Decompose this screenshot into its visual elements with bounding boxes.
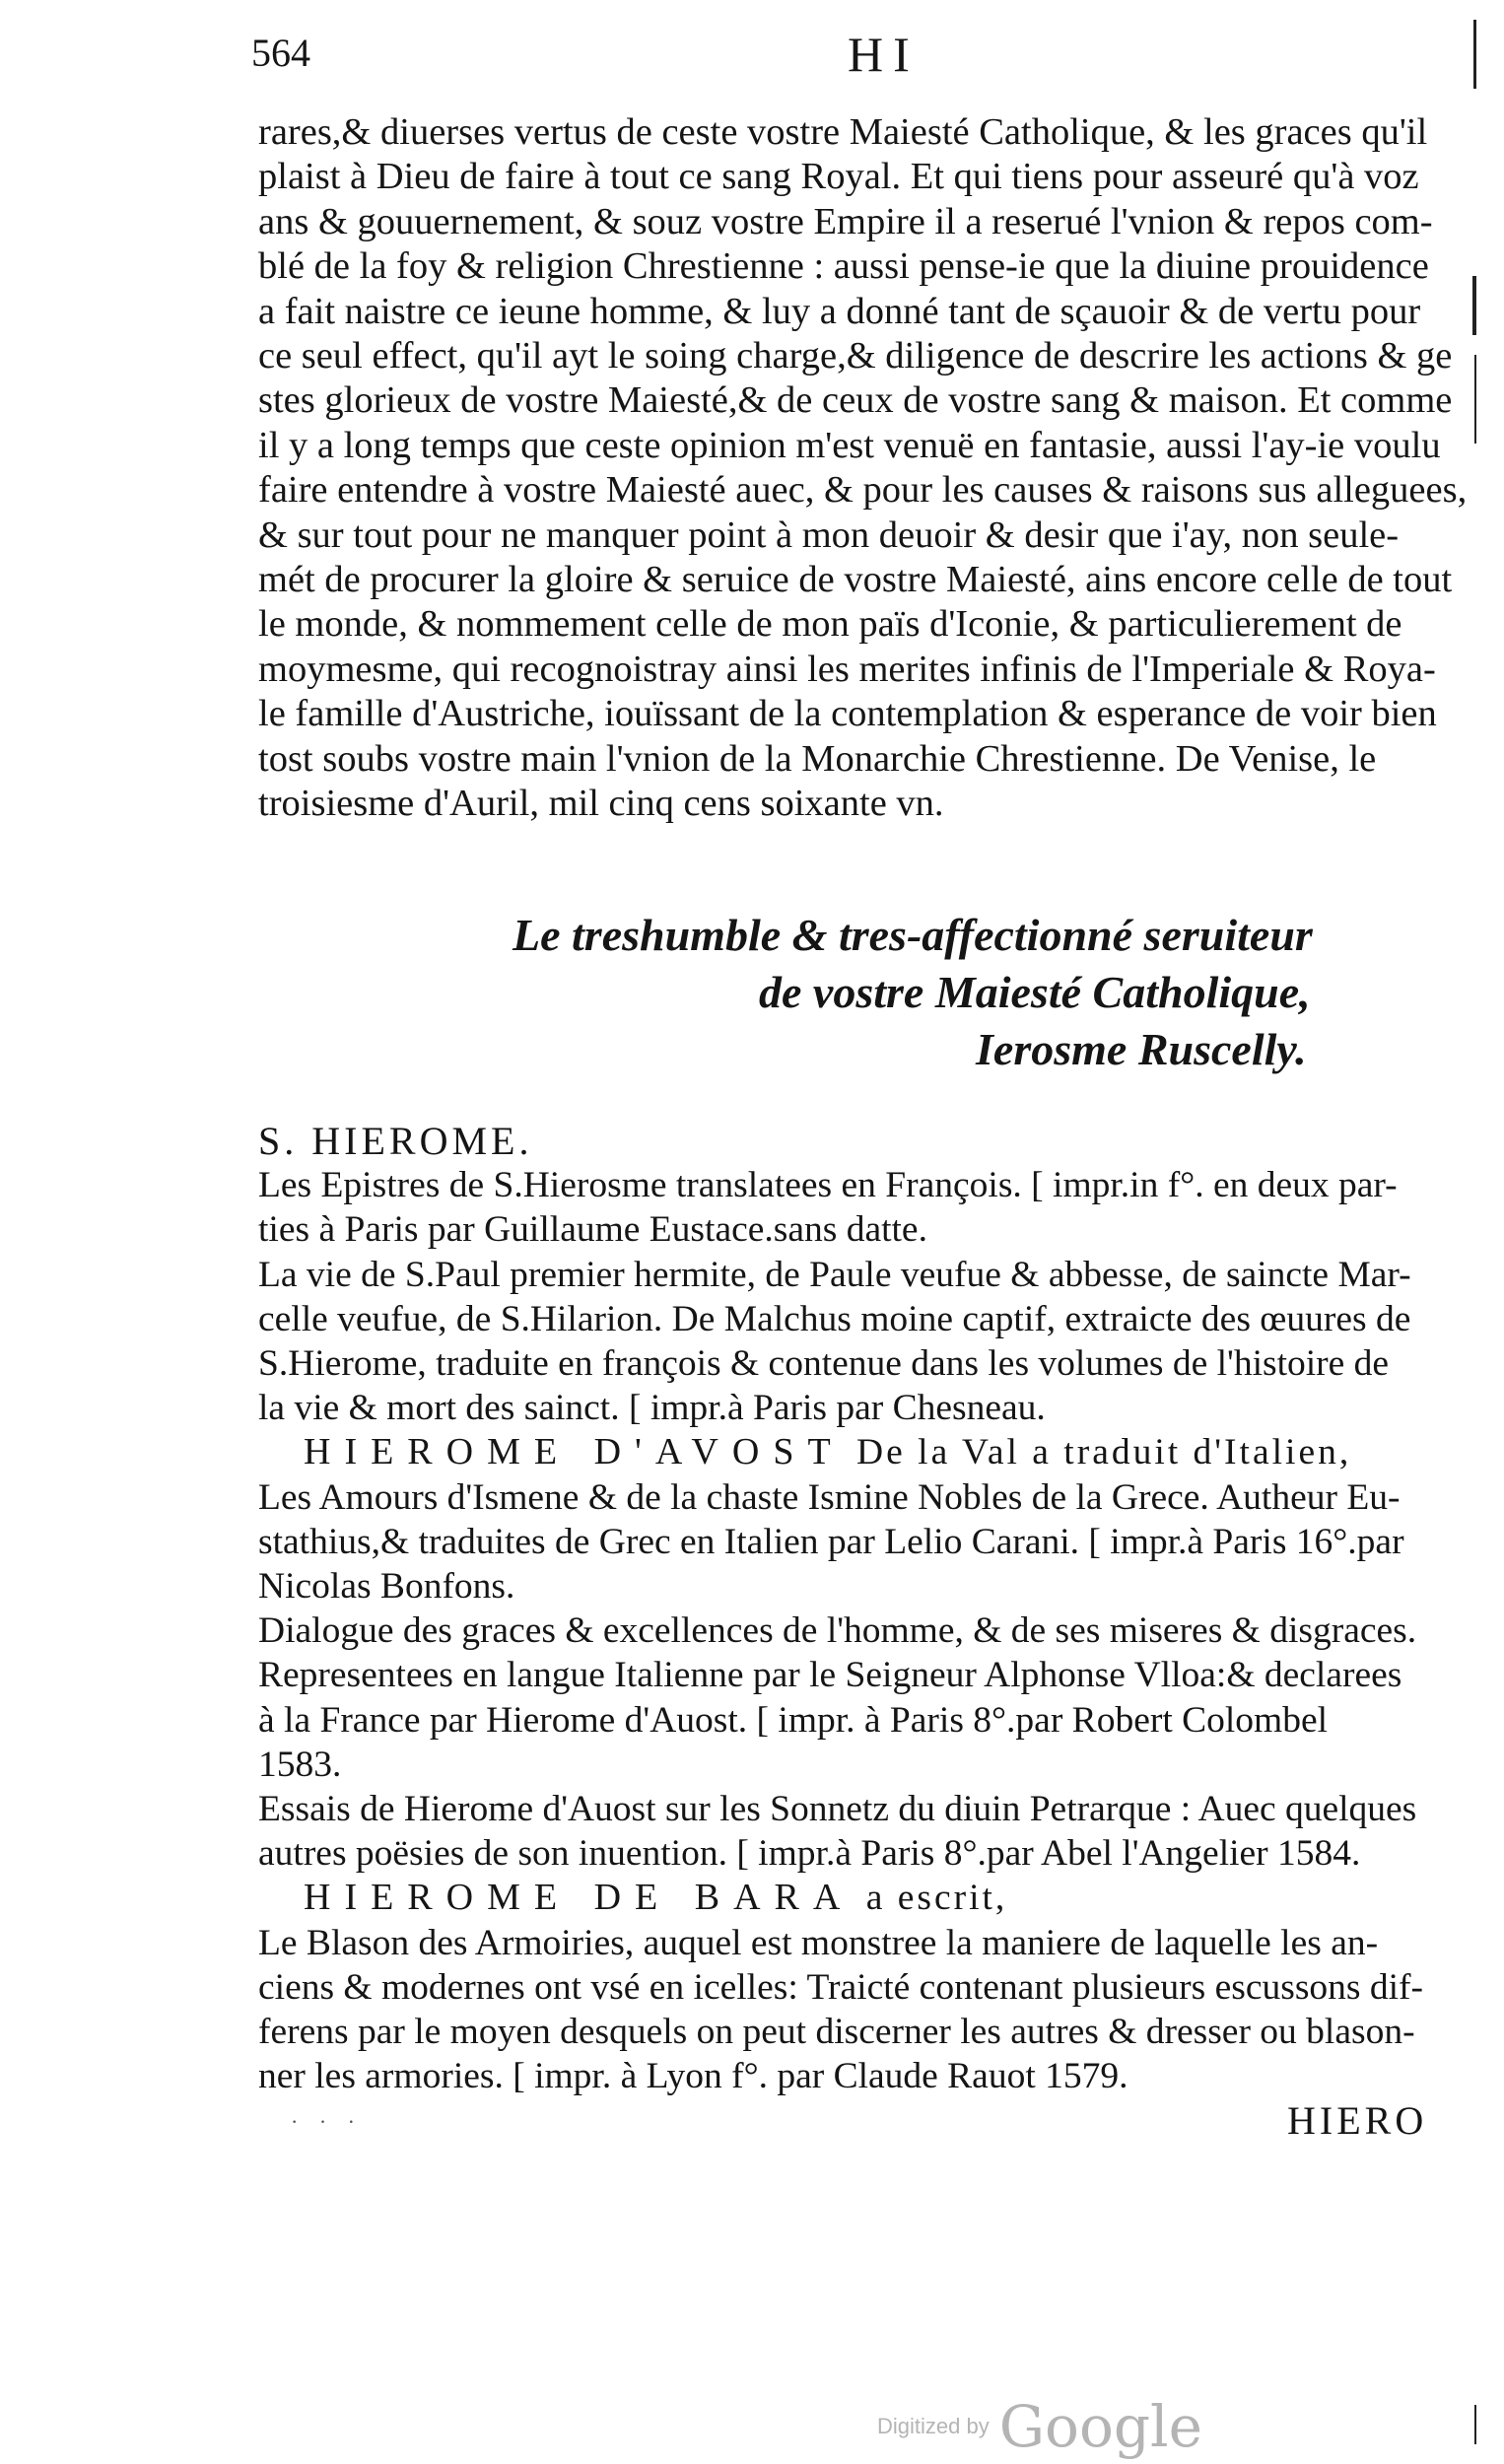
text-line: rares,& diuerses vertus de ceste vostre Maiesté Catholique, & les graces qu'il [258, 111, 1428, 153]
entry-line: Le Blason des Armoiries, auquel est monstree la maniere de laquelle les an- [258, 1922, 1379, 1963]
dedication-letter [258, 110, 1468, 827]
text-line: le monde, & nommement celle de mon païs d'Iconie, & particulierement de [258, 603, 1402, 646]
text-line: ans & gouuernement, & souz vostre Empire il a reserué l'vnion & repos com- [258, 200, 1433, 242]
entry-line: à la France par Hierome d'Auost. [ impr. à Paris 8°.par Robert Colombel [258, 1699, 1329, 1741]
signature-line: Le treshumble & tres-affectionné seruiteur [513, 910, 1313, 960]
text-line: a fait naistre ce ieune homme, & luy a donné tant de sçauoir & de vertu pour [258, 290, 1421, 332]
text-line: & sur tout pour ne manquer point à mon deuoir & desir que i'ay, non seule- [258, 513, 1400, 556]
entry-line: celle veufue, de S.Hilarion. De Malchus moine captif, extraicte des œuures de [258, 1298, 1411, 1339]
entry-line: Representees en langue Italienne par le Seigneur Alphonse Vlloa:& declarees [258, 1655, 1402, 1696]
text-line: blé de la foy & religion Chrestienne : aussi pense-ie que la diuine prouidence [258, 245, 1429, 288]
text-line: plaist à Dieu de faire à tout ce sang Royal. Et qui tiens pour asseuré qu'à voz [258, 156, 1419, 198]
author-heading [258, 1876, 1441, 1920]
ink-specks: · · · [291, 2109, 363, 2134]
margin-scan-mark [1474, 2405, 1476, 2444]
entry-line: Nicolas Bonfons. [258, 1566, 515, 1608]
text-line: il y a long temps que ceste opinion m'est venuë en fantasie, aussi l'ay-ie voulu [258, 424, 1441, 466]
entry-line: Les Epistres de S.Hierosme translatees en François. [ impr.in f°. en deux par- [258, 1165, 1398, 1206]
text-line: stes glorieux de vostre Maiesté,& de ceux de vostre sang & maison. Et comme [258, 379, 1453, 422]
running-head: HI [848, 27, 920, 82]
entry-line: stathius,& traduites de Grec en Italien par Lelio Carani. [ impr.à Paris 16°.par [258, 1521, 1404, 1562]
signature-line: de vostre Maiesté Catholique, [759, 967, 1311, 1017]
entry-line: La vie de S.Paul premier hermite, de Paule veufue & abbesse, de saincte Mar- [258, 1254, 1411, 1295]
text-line: le famille d'Austriche, iouïssant de la contemplation & esperance de voir bien [258, 693, 1437, 735]
text-line: faire entendre à vostre Maiesté auec, & pour les causes & raisons sus alleguees, [258, 469, 1468, 512]
entry-line: Dialogue des graces & excellences de l'homme, & de ses miseres & disgraces. [258, 1610, 1417, 1652]
entry-line: S.Hierome, traduite en françois & contenue dans les volumes de l'histoire de [258, 1343, 1390, 1385]
author-note: a escrit, [865, 1878, 1008, 1919]
catchword: HIERO [1287, 2098, 1428, 2143]
text-line: troisiesme d'Auril, mil cinq cens soixante vn. [258, 783, 944, 825]
text-line: moymesme, qui recognoistray ainsi les merites infinis de l'Imperiale & Roya- [258, 648, 1436, 690]
entry-line: ferens par le moyen desquels on peut discerner les autres & dresser ou blason- [258, 2012, 1415, 2053]
entry-line: ciens & modernes ont vsé en icelles: Traicté contenant plusieurs escussons dif- [258, 1966, 1424, 2008]
text-line: tost soubs vostre main l'vnion de la Monarchie Chrestienne. De Venise, le [258, 737, 1377, 780]
google-logo: Google [998, 2393, 1202, 2460]
section-title: S. HIEROME. [258, 1119, 533, 1163]
text-line: ce seul effect, qu'il ayt le soing charge,& diligence de descrire les actions & ge [258, 335, 1453, 377]
bibliography-section [258, 1119, 1441, 2098]
entry-line: Essais de Hierome d'Auost sur les Sonnetz du diuin Petrarque : Auec quelques [258, 1789, 1417, 1830]
digitization-watermark [877, 2393, 1202, 2460]
author-name: HIEROME DE BARA [304, 1877, 855, 1919]
signature-name: Ierosme Ruscelly. [976, 1024, 1307, 1074]
signature-block [513, 907, 1313, 1078]
entry-line: autres poësies de son inuention. [ impr.à Paris 8°.par Abel l'Angelier 1584. [258, 1833, 1361, 1875]
entry-line: ties à Paris par Guillaume Eustace.sans datte. [258, 1209, 927, 1251]
digitized-by-label: Digitized by [877, 2414, 990, 2438]
author-heading [258, 1430, 1441, 1474]
entry-line: la vie & mort des sainct. [ impr.à Paris par Chesneau. [258, 1388, 1046, 1429]
entry-line: Les Amours d'Ismene & de la chaste Ismine Nobles de la Grece. Autheur Eu- [258, 1476, 1401, 1518]
margin-scan-mark [1473, 20, 1476, 89]
entry-line: 1583. [258, 1744, 342, 1785]
page-number: 564 [251, 31, 310, 75]
margin-scan-mark [1474, 355, 1476, 444]
text-line: mét de procurer la gloire & seruice de vostre Maiesté, ains encore celle de tout [258, 559, 1453, 601]
margin-scan-mark [1472, 276, 1476, 335]
author-note: De la Val a traduit d'Italien, [856, 1432, 1352, 1473]
entry-line: ner les armories. [ impr. à Lyon f°. par Claude Rauot 1579. [258, 2056, 1128, 2097]
author-name: HIEROME D'AVOST [304, 1431, 845, 1473]
